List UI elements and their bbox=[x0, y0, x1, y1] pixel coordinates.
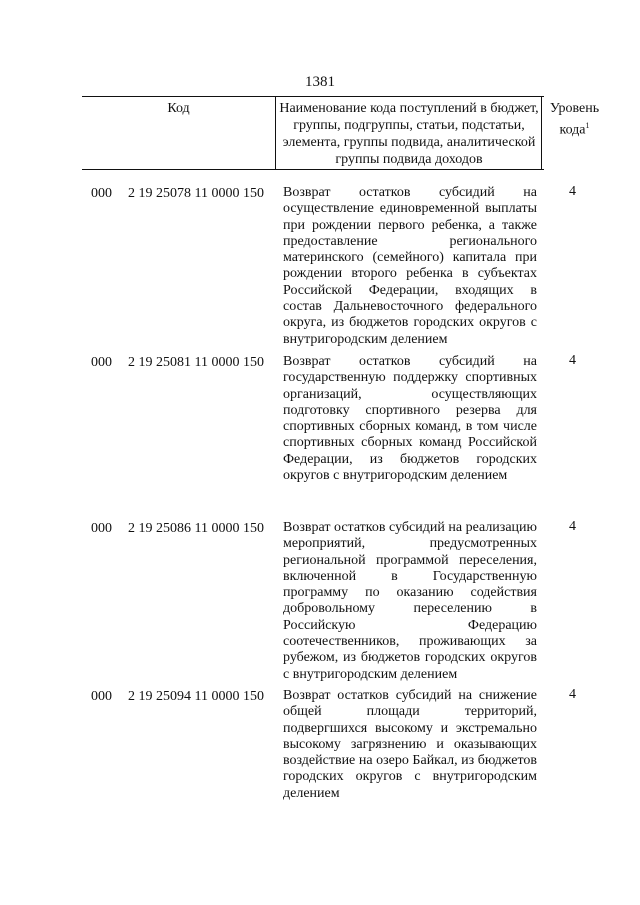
header-level-footnote: 1 bbox=[585, 121, 590, 130]
row-description: Возврат остатков субсидий на снижение общей площади территорий, подвергшихся высокому и экстремально высокому загрязнению и оказывающих воздействие на озеро Байкал, из бюджетов городских округов с внутригородским делением bbox=[283, 688, 537, 801]
row-code: 2 19 25081 11 0000 150 bbox=[128, 355, 264, 370]
header-code: Код bbox=[82, 97, 276, 169]
row-description: Возврат остатков субсидий на осуществление единовременной выплаты при рождении первого ребенка, а также предоставление регионального материнского (семейного) капитала при рождении второго ребенка в субъектах Российской Федерации, входящих в состав Дальневосточного федерального округа, из бюджетов городских округов с внутригородским делением bbox=[283, 185, 537, 347]
row-code: 2 19 25086 11 0000 150 bbox=[128, 521, 264, 536]
row-level: 4 bbox=[569, 184, 576, 199]
header-level-label: Уровень кода bbox=[549, 101, 600, 138]
row-code: 2 19 25078 11 0000 150 bbox=[128, 186, 264, 201]
table-header bbox=[82, 96, 600, 170]
header-name: Наименование кода поступлений в бюджет, группы, подгруппы, статьи, подстатьи, элемента, группы подвида, аналитической группы подвида доходов bbox=[279, 101, 539, 167]
row-level: 4 bbox=[569, 353, 576, 368]
header-level bbox=[541, 97, 607, 169]
row-description: Возврат остатков субсидий на реализацию мероприятий, предусмотренных региональной программой переселения, включенной в Государственную программу по оказанию содействия добровольному переселению в Российскую Федерацию соотечественников, проживающих за рубежом, из бюджетов городских округов с внутригородским делением bbox=[283, 520, 537, 682]
row-description: Возврат остатков субсидий на государственную поддержку спортивных организаций, осуществляющих подготовку спортивного резерва для спортивных сборных команд, в том числе спортивных сборных команд Российской Федерации, из бюджетов городских округов с внутригородским делением bbox=[283, 354, 537, 484]
row-level: 4 bbox=[569, 687, 576, 702]
row-prefix: 000 bbox=[91, 355, 112, 370]
row-prefix: 000 bbox=[91, 689, 112, 704]
row-prefix: 000 bbox=[91, 186, 112, 201]
row-level: 4 bbox=[569, 519, 576, 534]
page-number: 1381 bbox=[305, 74, 335, 90]
row-code: 2 19 25094 11 0000 150 bbox=[128, 689, 264, 704]
row-prefix: 000 bbox=[91, 521, 112, 536]
